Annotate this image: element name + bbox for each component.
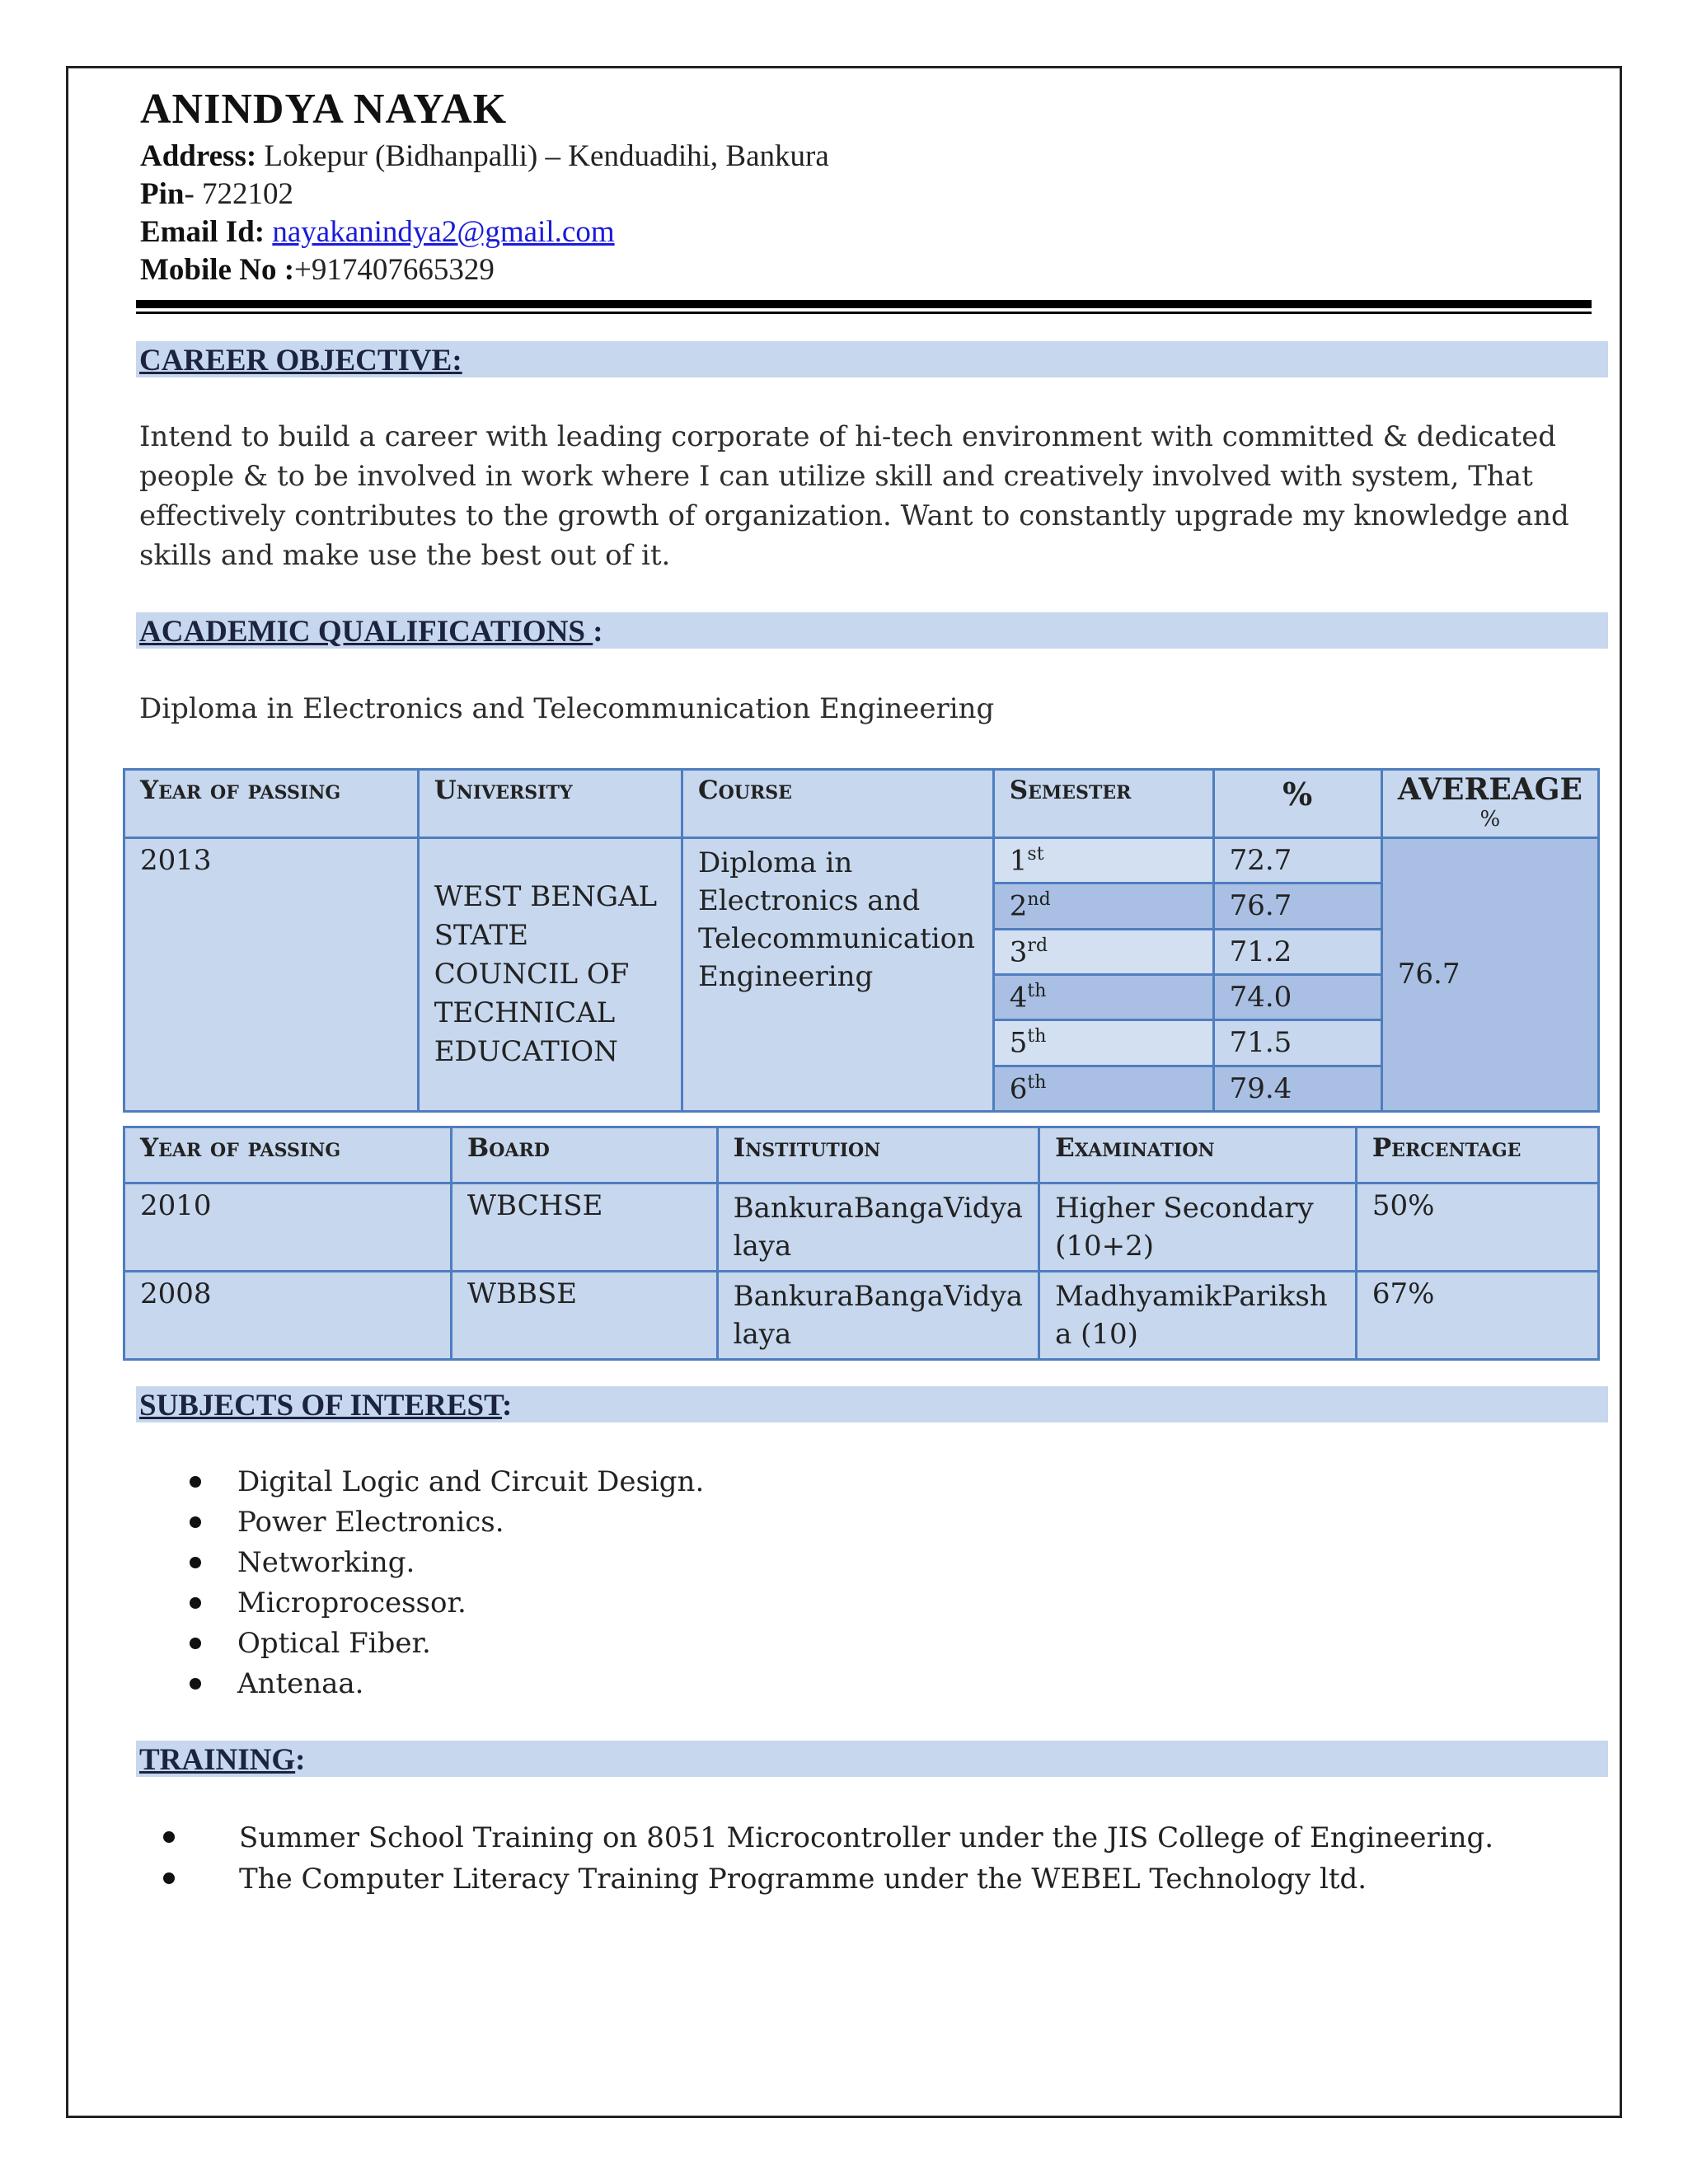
semester-cell: 1st — [993, 838, 1213, 883]
col-percentage: Percentage — [1356, 1127, 1598, 1183]
list-item: Networking. — [165, 1543, 704, 1583]
col-percent: % — [1213, 770, 1381, 838]
training-title-colon: : — [295, 1743, 306, 1777]
diploma-course: Diploma in Electronics and Telecommunication Engineering — [682, 838, 993, 1112]
semester-percent: 72.7 — [1213, 838, 1381, 883]
list-item: The Computer Literacy Training Programme under the WEBEL Technology ltd. — [138, 1858, 1493, 1900]
semester-percent: 76.7 — [1213, 883, 1381, 929]
list-item: Power Electronics. — [165, 1502, 704, 1543]
diploma-year: 2013 — [124, 838, 419, 1112]
school-year: 2008 — [124, 1272, 452, 1360]
email-label: Email Id: — [140, 215, 273, 249]
semester-percent: 71.2 — [1213, 929, 1381, 974]
pin-line — [140, 176, 293, 212]
table-row — [124, 1272, 1599, 1360]
school-board: WBCHSE — [452, 1183, 718, 1272]
header-divider-thin — [136, 312, 1592, 314]
table-row — [124, 1183, 1599, 1272]
list-item: Antenaa. — [165, 1664, 704, 1704]
col-average-unit: % — [1479, 807, 1501, 832]
training-title: TRAINING — [139, 1743, 296, 1777]
bullet-icon — [190, 1638, 201, 1649]
school-exam: Higher Secondary (10+2) — [1039, 1183, 1357, 1272]
list-item: Summer School Training on 8051 Microcontroller under the JIS College of Engineering. — [138, 1817, 1493, 1858]
school-table — [123, 1126, 1600, 1361]
school-board: WBBSE — [452, 1272, 718, 1360]
address-line — [140, 138, 829, 174]
school-header-row — [124, 1127, 1599, 1183]
bullet-icon — [190, 1476, 201, 1488]
email-line — [140, 214, 615, 250]
career-objective-heading — [136, 341, 1608, 377]
semester-percent: 79.4 — [1213, 1066, 1381, 1111]
academic-heading — [136, 612, 1608, 649]
diploma-table — [123, 768, 1600, 1113]
bullet-icon — [190, 1597, 201, 1609]
list-item: Optical Fiber. — [165, 1624, 704, 1664]
semester-cell: 5th — [993, 1020, 1213, 1066]
col-year-of-passing: Year of passing — [124, 1127, 452, 1183]
school-institution: BankuraBangaVidya laya — [717, 1183, 1039, 1272]
mobile-line — [140, 252, 495, 288]
list-item: Microprocessor. — [165, 1583, 704, 1624]
address-label: Address: — [140, 139, 257, 173]
subjects-heading — [136, 1386, 1608, 1422]
training-heading — [136, 1741, 1608, 1777]
col-university: University — [418, 770, 682, 838]
table-row — [124, 838, 1599, 883]
list-item: Digital Logic and Circuit Design. — [165, 1462, 704, 1502]
school-exam: MadhyamikPariksh a (10) — [1039, 1272, 1357, 1360]
school-percentage: 50% — [1356, 1183, 1598, 1272]
bullet-icon — [190, 1516, 201, 1528]
col-board: Board — [452, 1127, 718, 1183]
subjects-list — [165, 1462, 704, 1704]
bullet-icon — [190, 1678, 201, 1690]
school-year: 2010 — [124, 1183, 452, 1272]
training-list — [138, 1817, 1493, 1900]
pin-label: Pin — [140, 177, 185, 211]
diploma-average: 76.7 — [1381, 838, 1598, 1112]
header-divider — [136, 300, 1592, 308]
academic-title-colon: : — [593, 615, 603, 649]
col-year-of-passing: Year of passing — [124, 770, 419, 838]
mobile-value: +917407665329 — [294, 253, 495, 287]
semester-cell: 4th — [993, 974, 1213, 1019]
candidate-name: ANINDYA NAYAK — [140, 86, 508, 133]
subjects-title: SUBJECTS OF INTEREST — [139, 1389, 503, 1422]
semester-percent: 71.5 — [1213, 1020, 1381, 1066]
col-semester: Semester — [993, 770, 1213, 838]
bullet-icon — [190, 1557, 201, 1568]
col-average — [1381, 770, 1598, 838]
mobile-label: Mobile No : — [140, 253, 295, 287]
career-objective-text: Intend to build a career with leading corporate of hi-tech environment with committed & dedicated people & to be involved in work where I can utilize skill and creatively involved with system, That effectively contributes to the growth of organization. Want to constantly upgrade my knowledge and skills and make use the best out of it. — [139, 420, 1569, 572]
semester-percent: 74.0 — [1213, 974, 1381, 1019]
bullet-icon — [163, 1872, 175, 1884]
col-institution: Institution — [717, 1127, 1039, 1183]
subjects-title-colon: : — [502, 1389, 513, 1422]
email-link[interactable]: nayakanindya2@gmail.com — [272, 215, 615, 249]
semester-cell: 3rd — [993, 929, 1213, 974]
school-institution: BankuraBangaVidya laya — [717, 1272, 1039, 1360]
col-examination: Examination — [1039, 1127, 1357, 1183]
pin-value: - 722102 — [184, 177, 294, 211]
col-course: Course — [682, 770, 993, 838]
diploma-header-row — [124, 770, 1599, 838]
address-value: Lokepur (Bidhanpalli) – Kenduadihi, Bankura — [256, 139, 829, 173]
diploma-line: Diploma in Electronics and Telecommunication Engineering — [139, 692, 995, 725]
career-objective-title: CAREER OBJECTIVE: — [139, 344, 462, 377]
semester-cell: 6th — [993, 1066, 1213, 1111]
col-average-label: AVEREAGE — [1397, 772, 1582, 807]
semester-cell: 2nd — [993, 883, 1213, 929]
academic-title: ACADEMIC QUALIFICATIONS — [139, 615, 593, 649]
bullet-icon — [163, 1831, 175, 1843]
school-percentage: 67% — [1356, 1272, 1598, 1360]
diploma-university: WEST BENGAL STATE COUNCIL OF TECHNICAL EDUCATION — [418, 838, 682, 1112]
